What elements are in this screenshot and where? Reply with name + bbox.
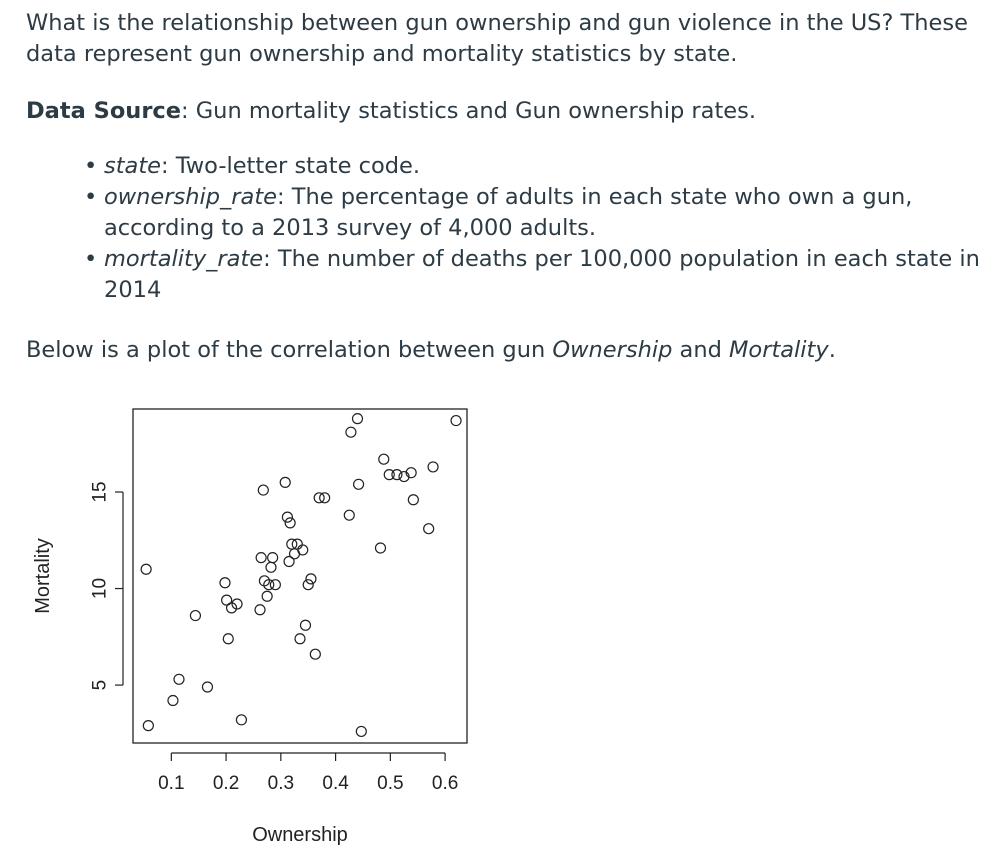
field-item-mortality-rate	[84, 244, 999, 306]
data-point	[428, 462, 438, 472]
data-point	[300, 620, 310, 630]
field-name: mortality_rate	[104, 246, 264, 272]
field-description: : Two-letter state code.	[161, 153, 421, 179]
data-point	[255, 605, 265, 615]
data-point	[262, 591, 272, 601]
data-point	[424, 524, 434, 534]
field-name: state	[104, 153, 161, 179]
x-tick-label: 0.5	[377, 773, 404, 794]
data-point	[168, 696, 178, 706]
data-point	[268, 553, 278, 563]
data-point	[223, 634, 233, 644]
data-source-label: Data Source	[26, 98, 182, 124]
x-tick-label: 0.1	[158, 773, 185, 794]
data-point	[280, 477, 290, 487]
data-point	[190, 611, 200, 621]
x-tick-label: 0.4	[322, 773, 349, 794]
data-point	[451, 416, 461, 426]
correlation-mid: and	[672, 337, 730, 363]
x-axis-label: Ownership	[252, 824, 348, 846]
data-point	[285, 518, 295, 528]
field-item-ownership-rate	[84, 182, 999, 244]
y-tick-label: 5	[89, 679, 111, 691]
field-description: : The number of deaths per 100,000 population in each state in 2014	[104, 246, 980, 303]
data-point	[303, 580, 313, 590]
correlation-paragraph	[26, 335, 996, 366]
intro-paragraph: What is the relationship between gun ownership and gun violence in the US? These data represent gun ownership and mortality statistics by state.	[26, 10, 968, 67]
y-axis	[90, 481, 124, 690]
data-point	[258, 485, 268, 495]
data-point	[256, 553, 266, 563]
field-list	[84, 151, 999, 306]
data-point	[375, 543, 385, 553]
data-point	[295, 634, 305, 644]
data-point	[354, 479, 364, 489]
scatter-plot	[0, 380, 520, 850]
correlation-term-mortality: Mortality	[729, 337, 829, 363]
data-point	[259, 576, 269, 586]
bullet-icon: •	[84, 246, 98, 272]
data-point	[346, 427, 356, 437]
data-point	[392, 470, 402, 480]
correlation-prefix: Below is a plot of the correlation between gun	[26, 337, 553, 363]
data-point	[143, 721, 153, 731]
field-item-state	[84, 151, 999, 182]
data-point	[408, 495, 418, 505]
y-axis-label: Mortality	[32, 538, 54, 614]
x-tick-label: 0.6	[431, 773, 459, 794]
x-axis	[158, 753, 458, 794]
data-point	[202, 682, 212, 692]
field-description: : The percentage of adults in each state who own a gun, according to a 2013 survey of 4,000 adults.	[104, 184, 913, 241]
data-point	[270, 580, 280, 590]
data-point	[174, 674, 184, 684]
field-name: ownership_rate	[104, 184, 277, 210]
data-point	[266, 562, 276, 572]
bullet-icon: •	[84, 153, 98, 179]
data-point	[282, 512, 292, 522]
data-point	[236, 715, 246, 725]
data-source-text: : Gun mortality statistics and Gun ownership rates.	[181, 98, 756, 124]
data-point	[141, 564, 151, 574]
data-source-paragraph	[26, 96, 996, 127]
data-point	[379, 454, 389, 464]
data-point	[220, 578, 230, 588]
correlation-term-ownership: Ownership	[552, 337, 673, 363]
y-tick-label: 15	[89, 481, 111, 503]
data-point	[310, 649, 320, 659]
data-point	[298, 545, 308, 555]
correlation-suffix: .	[828, 337, 836, 363]
x-tick-label: 0.2	[212, 773, 240, 794]
data-point	[306, 574, 316, 584]
data-point	[352, 414, 362, 424]
data-points	[141, 414, 461, 737]
x-tick-label: 0.3	[267, 773, 295, 794]
data-point	[356, 726, 366, 736]
plot-frame	[133, 409, 467, 743]
y-tick-label: 10	[89, 577, 111, 600]
data-point	[344, 510, 354, 520]
bullet-icon: •	[84, 184, 98, 210]
